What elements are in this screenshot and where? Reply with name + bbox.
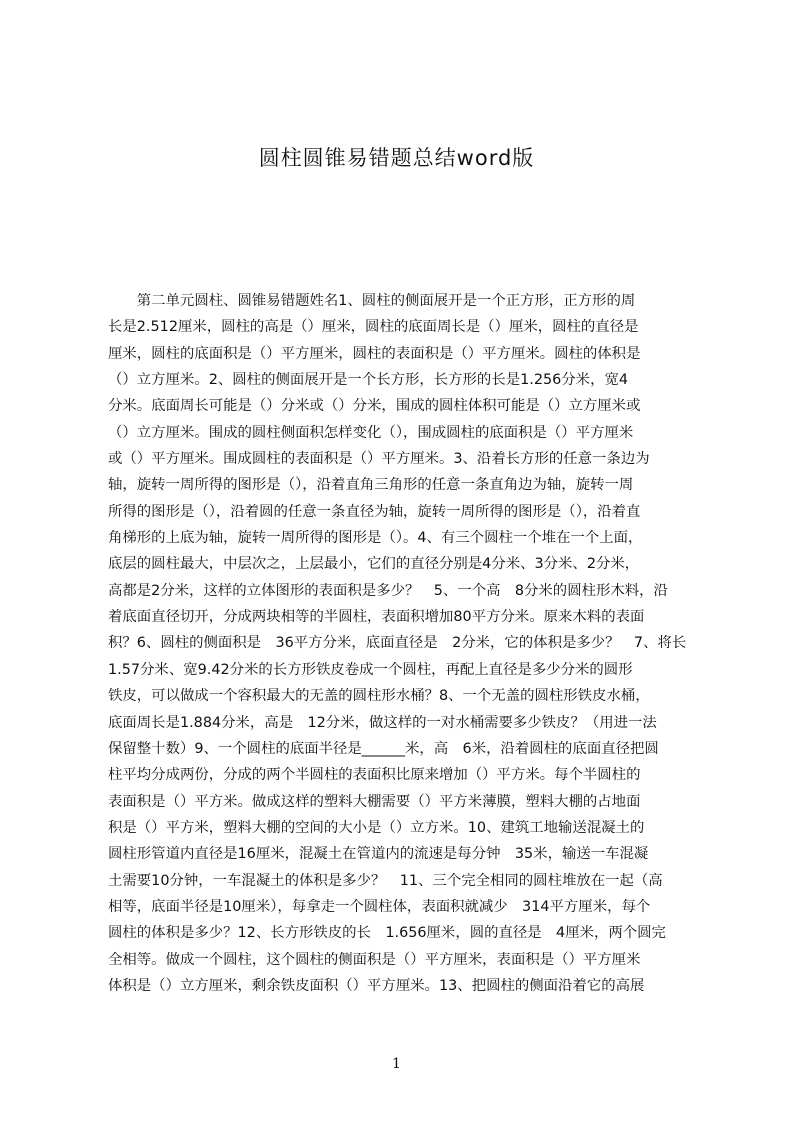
- text-line: 角梯形的上底为轴，旋转一周所得的图形是（）。4、有三个圆柱一个堆在一个上面，: [108, 530, 643, 547]
- text-line: 高都是2分米，这样的立体图形的表面积是多少？ 5、一个高 8分米的圆柱形木料，沿: [108, 582, 668, 599]
- text-line: 保留整十数）9、一个圆柱的底面半径是______米，高 6米，沿着圆柱的底面直径把圆: [108, 740, 659, 757]
- text-line: 着底面直径切开，分成两块相等的半圆柱，表面积增加80平方分米。原来木料的表面: [108, 609, 645, 626]
- page-title: 圆柱圆锥易错题总结word版: [258, 146, 535, 170]
- text-line: 铁皮，可以做成一个容积最大的无盖的圆柱形水桶？8、一个无盖的圆柱形铁皮水桶，: [108, 688, 650, 705]
- text-line: 底面周长是1.884分米，高是 12分米，做这样的一对水桶需要多少铁皮？（用进一法: [108, 714, 657, 731]
- text-line: 厘米，圆柱的底面积是（）平方厘米，圆柱的表面积是（）平方厘米。圆柱的体积是: [108, 345, 641, 362]
- text-line: 所得的图形是（），沿着圆的任意一条直径为轴，旋转一周所得的图形是（），沿着直: [108, 503, 641, 520]
- text-line: 圆柱形管道内直径是16厘米，混凝土在管道内的流速是每分钟 35米，输送一车混凝: [108, 846, 649, 863]
- text-line: 表面积是（）平方米。做成这样的塑料大棚需要（）平方米薄膜，塑料大棚的占地面: [108, 793, 641, 810]
- text-line: 积？6、圆柱的侧面积是 36平方分米，底面直径是 2分米，它的体积是多少？ 7、将长: [108, 635, 687, 652]
- text-line: 全相等。做成一个圆柱，这个圆柱的侧面积是（）平方厘米，表面积是（）平方厘米: [108, 951, 641, 968]
- body-text: [108, 288, 697, 1028]
- text-line: 底层的圆柱最大，中层次之，上层最小，它们的直径分别是4分米、3分米、2分米，: [108, 556, 640, 573]
- text-line: 1.57分米、宽9.42分米的长方形铁皮卷成一个圆柱，再配上直径是多少分米的圆形: [108, 661, 633, 678]
- text-line: 土需要10分钟，一车混凝土的体积是多少？ 11、三个完全相同的圆柱堆放在一起（高: [108, 872, 663, 889]
- text-line: 相等，底面半径是10厘米），每拿走一个圆柱体，表面积就减少 314平方厘米，每个: [108, 898, 651, 915]
- text-line: （）立方厘米。2、圆柱的侧面展开是一个长方形，长方形的长是1.256分米，宽4: [108, 372, 629, 389]
- text-line: 分米。底面周长可能是（）分米或（）分米，围成的圆柱体积可能是（）立方厘米或: [108, 398, 641, 415]
- text-line: （）立方厘米。围成的圆柱侧面积怎样变化（），围成圆柱的底面积是（）平方厘米: [108, 424, 634, 441]
- text-line: 积是（）平方米，塑料大棚的空间的大小是（）立方米。10、建筑工地输送混凝土的: [108, 819, 645, 836]
- text-line: 或（）平方厘米。围成圆柱的表面积是（）平方厘米。3、沿着长方形的任意一条边为: [108, 451, 650, 468]
- text-line: 柱平均分成两份，分成的两个半圆柱的表面积比原来增加（）平方米。每个半圆柱的: [108, 767, 641, 784]
- page-number: 1: [392, 1056, 401, 1072]
- text-line: 轴，旋转一周所得的图形是（），沿着直角三角形的任意一条直角边为轴，旋转一周: [108, 477, 634, 494]
- text-line: 长是2.512厘米，圆柱的高是（）厘米，圆柱的底面周长是（）厘米，圆柱的直径是: [108, 319, 639, 336]
- text-line: 圆柱的体积是多少？12、长方形铁皮的长 1.656厘米，圆的直径是 4厘米，两个圆完: [108, 925, 666, 942]
- text-line: 第二单元圆柱、圆锥易错题姓名1、圆柱的侧面展开是一个正方形，正方形的周: [108, 293, 636, 309]
- text-line: 体积是（）立方厘米，剩余铁皮面积（）平方厘米。13、把圆柱的侧面沿着它的高展: [108, 977, 645, 994]
